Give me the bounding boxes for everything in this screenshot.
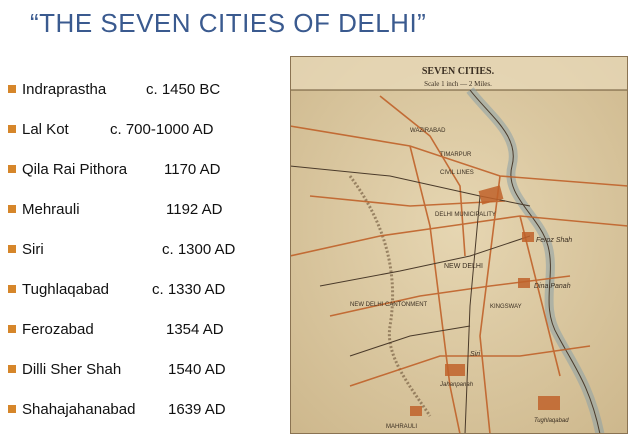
city-date: 1192 AD: [166, 201, 223, 218]
map-illustration: [290, 56, 628, 434]
city-date: 1540 AD: [168, 361, 226, 378]
page-title: “THE SEVEN CITIES OF DELHI”: [30, 8, 427, 38]
city-date: 1170 AD: [164, 161, 221, 178]
city-date: c. 1330 AD: [152, 281, 226, 298]
city-date: 1639 AD: [168, 401, 226, 418]
map-label-civillines: CIVIL LINES: [440, 170, 474, 176]
map-label-kingsway: KINGSWAY: [490, 304, 522, 310]
city-name: Mehrauli: [22, 201, 80, 218]
map-label-tughlaqabad: Tughlaqabad: [534, 418, 569, 424]
map-label-jahanpanah: Jahanpanah: [440, 382, 474, 388]
map-label-ferozshah: Feroz Shah: [536, 237, 573, 244]
bullet-icon: [8, 245, 16, 253]
bullet-icon: [8, 285, 16, 293]
bullet-icon: [8, 205, 16, 213]
city-name: Qila Rai Pithora: [22, 161, 128, 178]
map-label-cantonment: NEW DELHI CANTONMENT: [350, 302, 428, 308]
bullet-icon: [8, 165, 16, 173]
map-label-newdelhi: NEW DELHI: [444, 263, 483, 270]
seven-cities-map: [290, 56, 628, 434]
city-name: Tughlaqabad: [22, 281, 110, 298]
city-date: c. 700-1000 AD: [110, 121, 214, 138]
city-date: c. 1300 AD: [162, 241, 236, 258]
city-name: Ferozabad: [22, 321, 94, 338]
map-label-siri: Siri: [470, 351, 481, 358]
map-scale: Scale 1 inch — 2 Miles.: [424, 80, 492, 88]
bullet-icon: [8, 325, 16, 333]
bullet-icon: [8, 405, 16, 413]
bullet-icon: [8, 125, 16, 133]
map-heading: SEVEN CITIES.: [421, 66, 495, 77]
city-name: Dilli Sher Shah: [22, 361, 122, 378]
city-name: Siri: [22, 241, 44, 258]
city-name: Indraprastha: [22, 81, 107, 98]
city-date: 1354 AD: [166, 321, 224, 338]
city-date: c. 1450 BC: [146, 81, 221, 98]
city-name: Shahajahanabad: [22, 401, 136, 418]
city-name: Lal Kot: [22, 121, 69, 138]
map-label-timarpur: TIMARPUR: [440, 152, 472, 158]
map-label-delhimunic: DELHI MUNICIPALITY: [435, 212, 496, 218]
bullet-icon: [8, 365, 16, 373]
map-label-wazirabad: WAZIRABAD: [410, 128, 446, 134]
map-label-mahrauli: MAHRAULI: [386, 424, 418, 430]
bullet-icon: [8, 85, 16, 93]
map-label-dinpanah: Dina Panah: [534, 283, 571, 290]
